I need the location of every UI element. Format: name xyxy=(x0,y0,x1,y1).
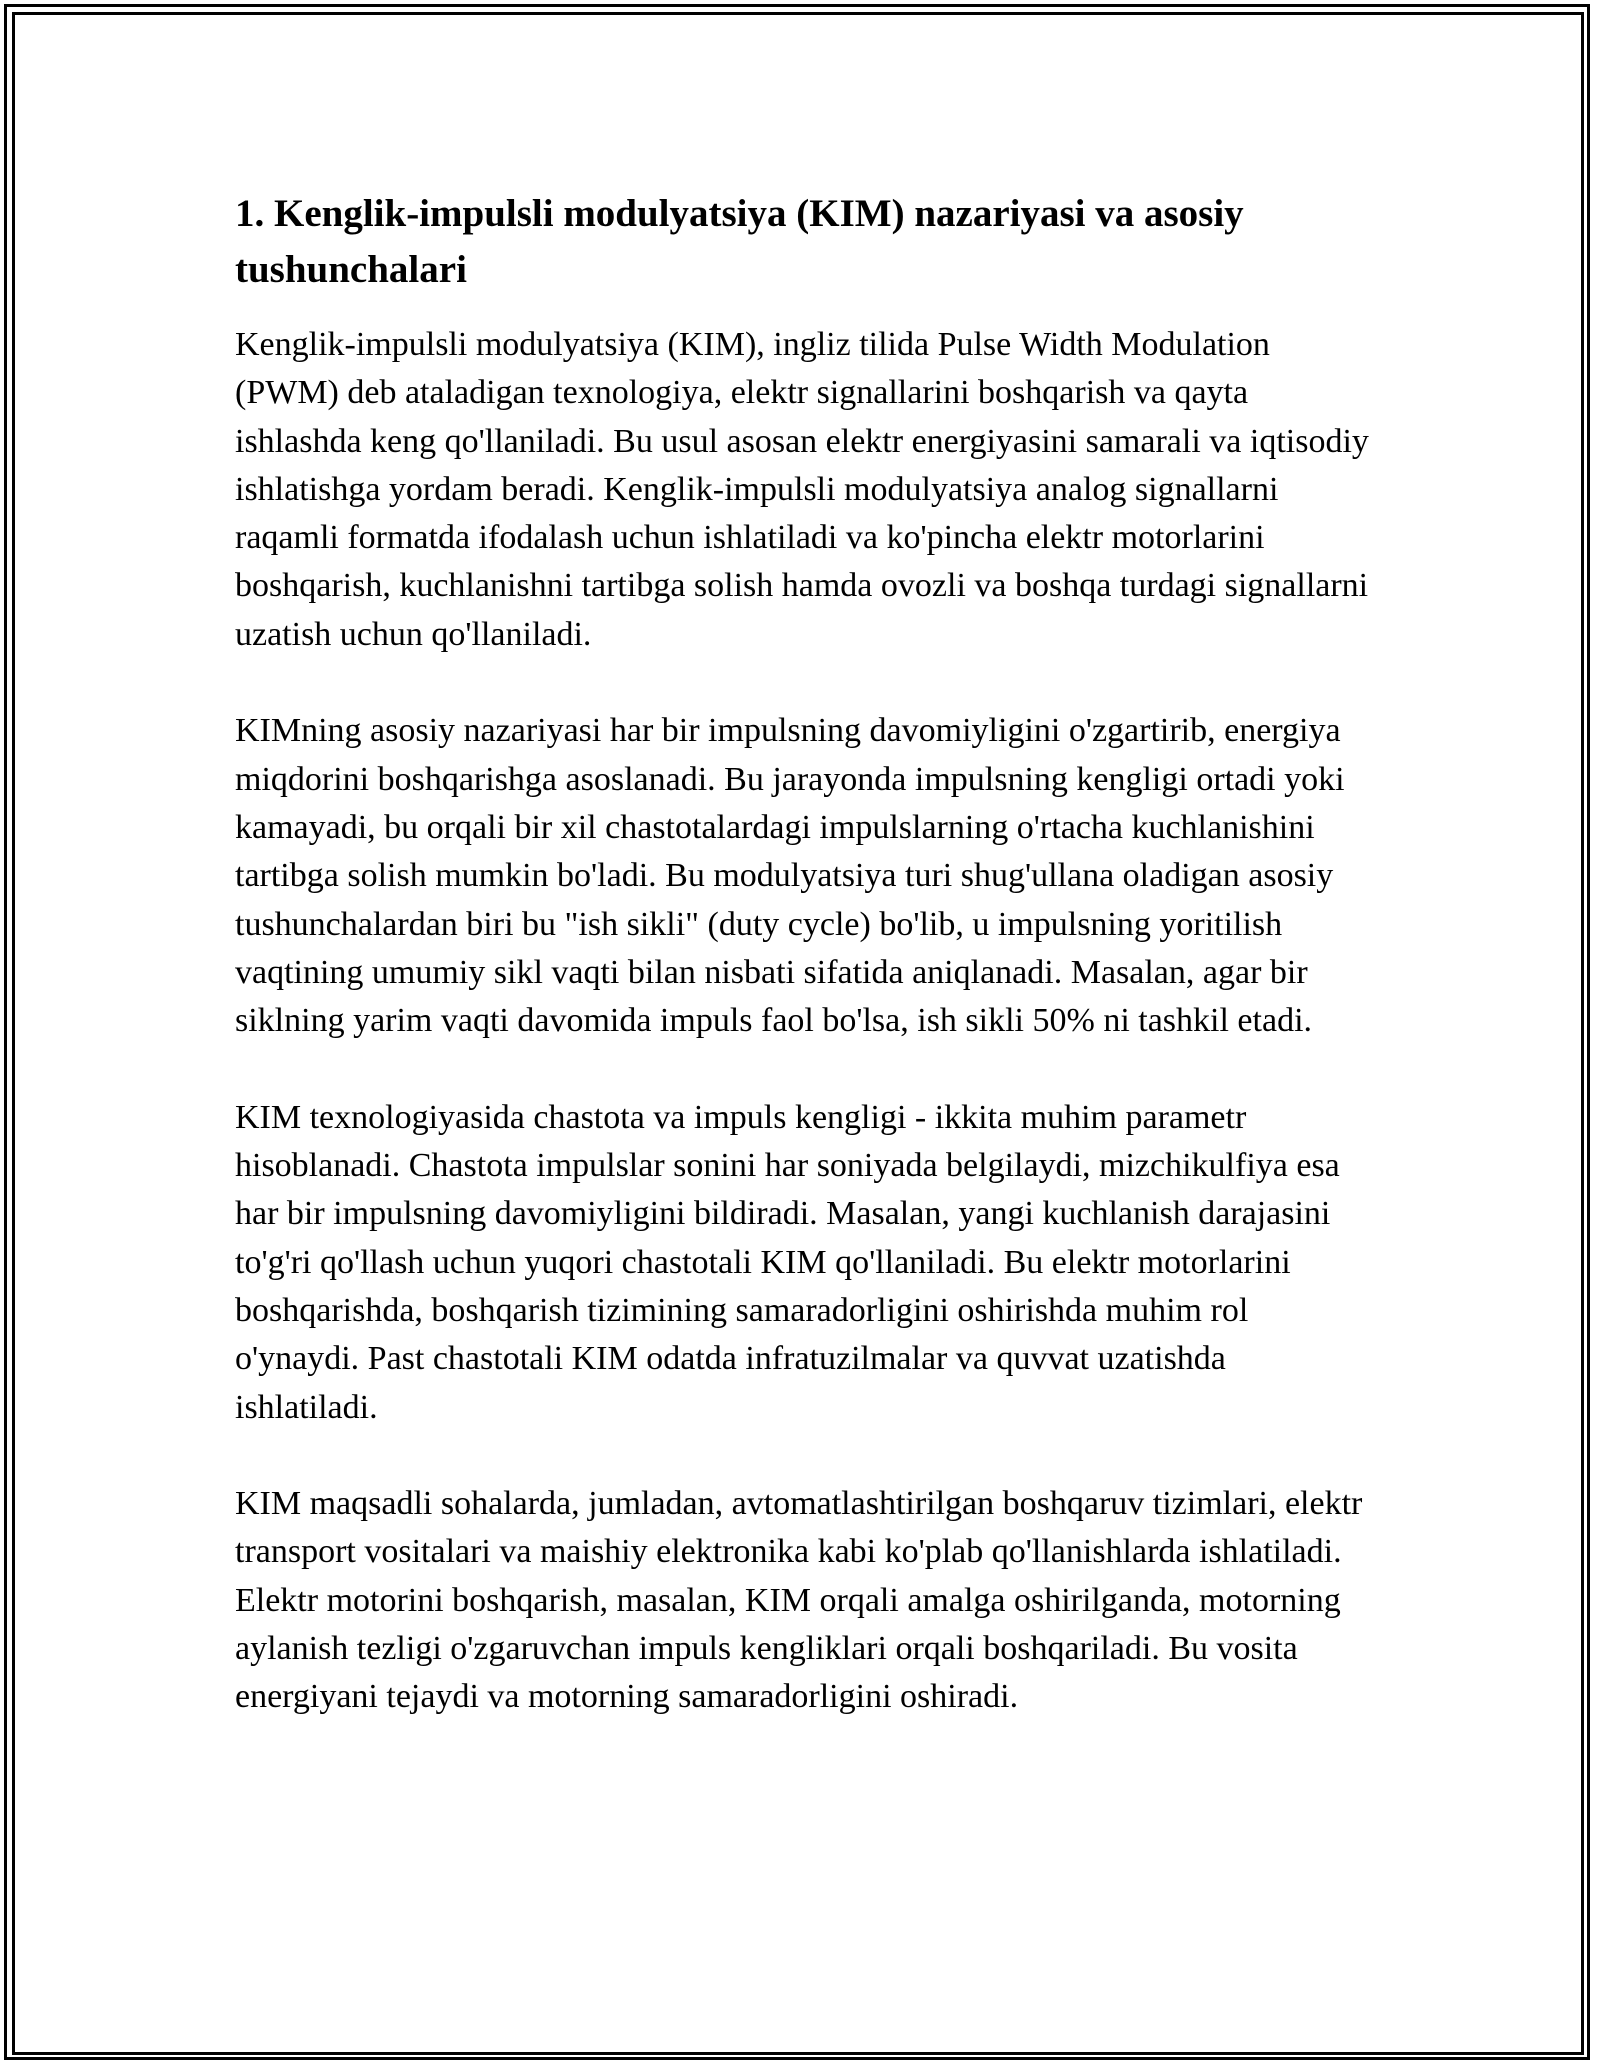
paragraph-intro: Kenglik-impulsli modulyatsiya (KIM), ingliz tilida Pulse Width Modulation (PWM) deb ataladigan texnologiya, elektr signallarini boshqarish va qayta ishlashda keng qo'llaniladi. Bu usul asosan elektr energiyasini samarali va iqtisodiy ishlatishga yordam beradi. Kenglik-impulsli modulyatsiya analog signallarni raqamli formatda ifodalash uchun ishlatiladi va ko'pincha elektr motorlarini boshqarish, kuchlanishni tartibga solish hamda ovozli va boshqa turdagi signallarni uzatish uchun qo'llaniladi. xyxy=(235,326,1369,653)
paragraph-theory: KIMning asosiy nazariyasi har bir impulsning davomiyligini o'zgartirib, energiya miqdorini boshqarishga asoslanadi. Bu jarayonda impulsning kengligi ortadi yoki kamayadi, bu orqali bir xil chastotalardagi impulslarning o'rtacha kuchlanishini tartibga solish mumkin bo'ladi. Bu modulyatsiya turi shug'ullana oladigan asosiy tushunchalardan biri bu "ish sikli" (duty cycle) bo'lib, u impulsning yoritilish vaqtining umumiy sikl vaqti bilan nisbati sifatida aniqlanadi. Masalan, agar bir siklning yarim vaqti davomida impuls faol bo'lsa, ish sikli 50% ni tashkil etadi. xyxy=(235,712,1345,1040)
document-body xyxy=(235,186,1375,1770)
section-heading: 1. Kenglik-impulsli modulyatsiya (KIM) nazariyasi va asosiy tushunchalari xyxy=(235,192,1244,291)
paragraph-applications: KIM maqsadli sohalarda, jumladan, avtomatlashtirilgan boshqaruv tizimlari, elektr transport vositalari va maishiy elektronika kabi ko'plab qo'llanishlarda ishlatiladi. Elektr motorini boshqarish, masalan, KIM orqali amalga oshirilganda, motorning aylanish tezligi o'zgaruvchan impuls kengliklari orqali boshqariladi. Bu vosita energiyani tejaydi va motorning samaradorligini oshiradi. xyxy=(235,1485,1363,1716)
paragraph-parameters: KIM texnologiyasida chastota va impuls kengligi - ikkita muhim parametr hisoblanadi. Chastota impulslar sonini har soniyada belgilaydi, mizchikulfiya esa har bir impulsning davomiyligini bildiradi. Masalan, yangi kuchlanish darajasini to'g'ri qo'llash uchun yuqori chastotali KIM qo'llaniladi. Bu elektr motorlarini boshqarishda, boshqarish tizimining samaradorligini oshirishda muhim rol o'ynaydi. Past chastotali KIM odatda infratuzilmalar va quvvat uzatishda ishlatiladi. xyxy=(235,1098,1340,1426)
